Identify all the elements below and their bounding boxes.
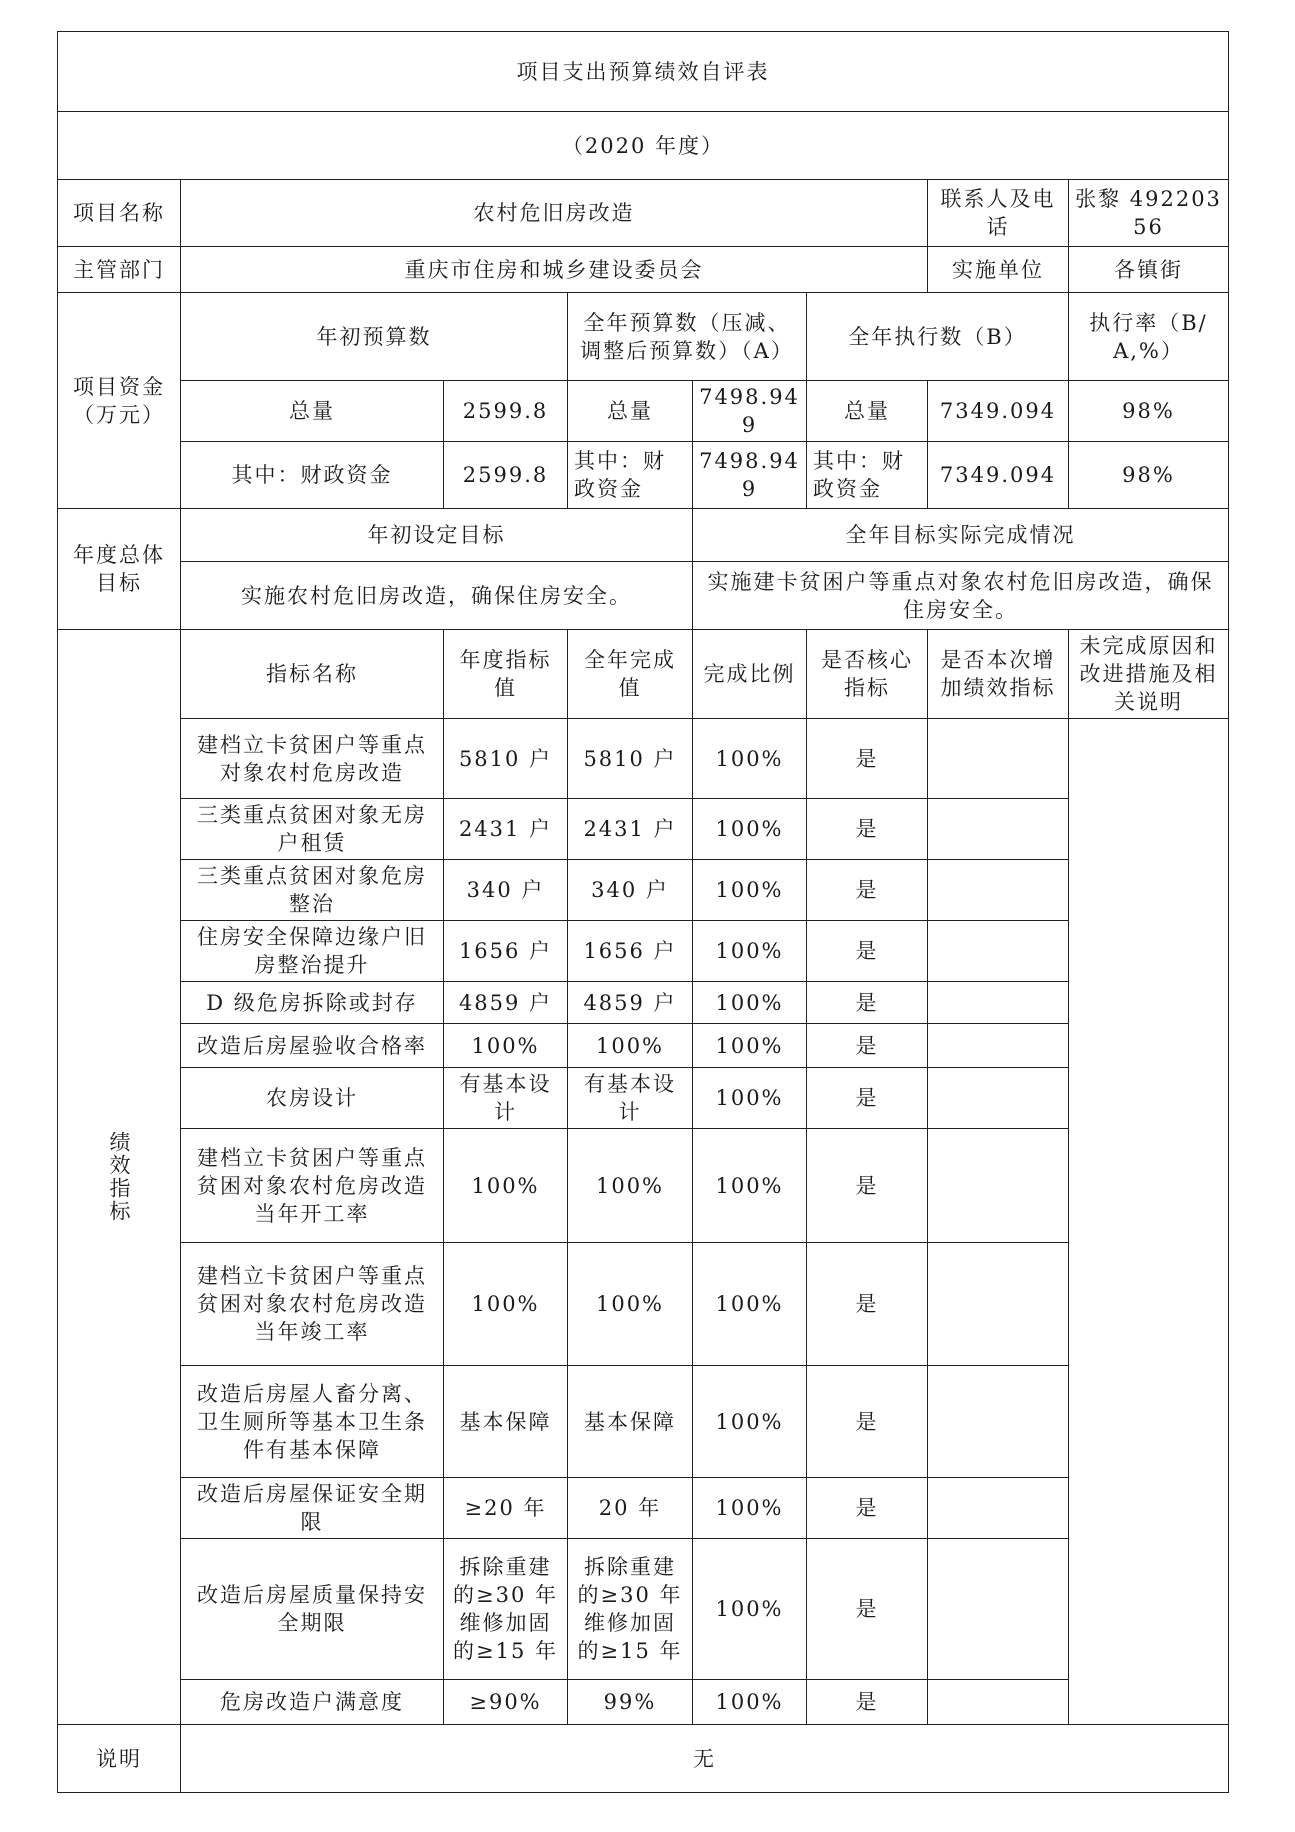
funds-col-annual: 全年预算数（压减、调整后预算数）（A）: [568, 293, 807, 381]
indicator-added: [928, 1068, 1069, 1129]
indicator-core: 是: [807, 982, 928, 1024]
indicators-label-text: 绩效指标: [107, 1131, 131, 1223]
indicator-actual: 有基本设计: [568, 1068, 693, 1129]
total-annual-label: 总量: [568, 381, 693, 442]
indicator-added: [928, 799, 1069, 860]
header-reason: 未完成原因和改进措施及相关说明: [1069, 630, 1229, 719]
goals-set-text: 实施农村危旧房改造，确保住房安全。: [181, 562, 693, 630]
indicator-added: [928, 1680, 1069, 1725]
indicator-core: 是: [807, 1478, 928, 1539]
indicator-added: [928, 1478, 1069, 1539]
indicator-ratio: 100%: [693, 1366, 807, 1478]
fiscal-exec: 7349.094: [928, 442, 1069, 509]
indicator-target: 1656 户: [444, 921, 568, 982]
total-annual: 7498.949: [693, 381, 807, 442]
indicator-name: 改造后房屋验收合格率: [181, 1024, 444, 1068]
total-exec: 7349.094: [928, 381, 1069, 442]
goals-actual-header: 全年目标实际完成情况: [693, 509, 1229, 562]
indicator-target: 有基本设计: [444, 1068, 568, 1129]
indicator-ratio: 100%: [693, 1129, 807, 1243]
fiscal-annual-label: 其中：财政资金: [568, 442, 693, 509]
indicator-added: [928, 1366, 1069, 1478]
fiscal-annual: 7498.949: [693, 442, 807, 509]
indicator-ratio: 100%: [693, 719, 807, 799]
indicator-name: 建档立卡贫困户等重点贫困对象农村危房改造当年开工率: [181, 1129, 444, 1243]
indicator-target: 100%: [444, 1129, 568, 1243]
header-target: 年度指标值: [444, 630, 568, 719]
indicator-actual: 340 户: [568, 860, 693, 921]
dept-value: 重庆市住房和城乡建设委员会: [181, 247, 928, 293]
goals-set-header: 年初设定目标: [181, 509, 693, 562]
fiscal-initial: 2599.8: [444, 442, 568, 509]
unit-label: 实施单位: [928, 247, 1069, 293]
header-actual: 全年完成值: [568, 630, 693, 719]
header-added: 是否本次增加绩效指标: [928, 630, 1069, 719]
indicator-actual: 拆除重建的≥30 年维修加固的≥15 年: [568, 1539, 693, 1680]
indicator-added: [928, 1129, 1069, 1243]
indicator-actual: 99%: [568, 1680, 693, 1725]
indicators-label: [58, 630, 181, 1725]
indicator-added: [928, 982, 1069, 1024]
header-core: 是否核心指标: [807, 630, 928, 719]
fiscal-rate: 98%: [1069, 442, 1229, 509]
indicator-target: 基本保障: [444, 1366, 568, 1478]
goals-actual-text: 实施建卡贫困户等重点对象农村危旧房改造，确保住房安全。: [693, 562, 1229, 630]
project-name: 农村危旧房改造: [181, 180, 928, 247]
indicator-added: [928, 1539, 1069, 1680]
header-name: 指标名称: [181, 630, 444, 719]
page-title: 项目支出预算绩效自评表: [58, 32, 1229, 112]
indicator-actual: 100%: [568, 1024, 693, 1068]
indicator-name: 危房改造户满意度: [181, 1680, 444, 1725]
note-label: 说明: [58, 1725, 181, 1793]
total-initial: 2599.8: [444, 381, 568, 442]
indicator-actual: 5810 户: [568, 719, 693, 799]
dept-label: 主管部门: [58, 247, 181, 293]
contact-label: 联系人及电话: [928, 180, 1069, 247]
indicator-ratio: 100%: [693, 921, 807, 982]
indicator-core: 是: [807, 921, 928, 982]
indicator-name: D 级危房拆除或封存: [181, 982, 444, 1024]
funds-col-initial: 年初预算数: [181, 293, 568, 381]
indicator-target: 340 户: [444, 860, 568, 921]
note-text: 无: [181, 1725, 1229, 1793]
indicator-core: 是: [807, 719, 928, 799]
indicator-name: 住房安全保障边缘户旧房整治提升: [181, 921, 444, 982]
indicator-name: 改造后房屋质量保持安全期限: [181, 1539, 444, 1680]
indicator-ratio: 100%: [693, 799, 807, 860]
goals-label: 年度总体目标: [58, 509, 181, 630]
indicator-core: 是: [807, 1024, 928, 1068]
project-name-label: 项目名称: [58, 180, 181, 247]
indicator-target: 5810 户: [444, 719, 568, 799]
unit-value: 各镇街: [1069, 247, 1229, 293]
indicator-actual: 基本保障: [568, 1366, 693, 1478]
indicator-name: 建档立卡贫困户等重点对象农村危房改造: [181, 719, 444, 799]
indicator-name: 三类重点贫困对象无房户租赁: [181, 799, 444, 860]
indicator-core: 是: [807, 1366, 928, 1478]
indicator-name: 改造后房屋保证安全期限: [181, 1478, 444, 1539]
indicator-target: ≥20 年: [444, 1478, 568, 1539]
indicator-core: 是: [807, 1680, 928, 1725]
indicator-core: 是: [807, 1243, 928, 1366]
funds-col-exec: 全年执行数（B）: [807, 293, 1069, 381]
indicator-added: [928, 1024, 1069, 1068]
indicator-ratio: 100%: [693, 1680, 807, 1725]
total-exec-label: 总量: [807, 381, 928, 442]
indicator-core: 是: [807, 799, 928, 860]
funds-label: 项目资金（万元）: [58, 293, 181, 509]
contact-value: 张黎 49220356: [1069, 180, 1229, 247]
self-evaluation-table: [57, 31, 1229, 1793]
indicator-ratio: 100%: [693, 1539, 807, 1680]
indicator-added: [928, 719, 1069, 799]
indicator-name: 改造后房屋人畜分离、卫生厕所等基本卫生条件有基本保障: [181, 1366, 444, 1478]
indicator-ratio: 100%: [693, 1068, 807, 1129]
indicator-target: 拆除重建的≥30 年维修加固的≥15 年: [444, 1539, 568, 1680]
indicator-ratio: 100%: [693, 982, 807, 1024]
indicator-actual: 100%: [568, 1243, 693, 1366]
header-ratio: 完成比例: [693, 630, 807, 719]
indicator-reason: [1069, 719, 1229, 1725]
total-rate: 98%: [1069, 381, 1229, 442]
indicator-name: 建档立卡贫困户等重点贫困对象农村危房改造当年竣工率: [181, 1243, 444, 1366]
indicator-core: 是: [807, 1129, 928, 1243]
total-label: 总量: [181, 381, 444, 442]
indicator-core: 是: [807, 860, 928, 921]
indicator-actual: 20 年: [568, 1478, 693, 1539]
indicator-added: [928, 860, 1069, 921]
indicator-target: 100%: [444, 1243, 568, 1366]
fiscal-exec-label: 其中：财政资金: [807, 442, 928, 509]
indicator-name: 农房设计: [181, 1068, 444, 1129]
indicator-ratio: 100%: [693, 1478, 807, 1539]
funds-col-rate: 执行率（B/A,%）: [1069, 293, 1229, 381]
indicator-target: ≥90%: [444, 1680, 568, 1725]
indicator-name: 三类重点贫困对象危房整治: [181, 860, 444, 921]
indicator-core: 是: [807, 1068, 928, 1129]
indicator-ratio: 100%: [693, 1243, 807, 1366]
indicator-actual: 100%: [568, 1129, 693, 1243]
indicator-core: 是: [807, 1539, 928, 1680]
indicator-actual: 1656 户: [568, 921, 693, 982]
fiscal-label: 其中：财政资金: [181, 442, 444, 509]
fiscal-year: （2020 年度）: [58, 112, 1229, 180]
indicator-target: 4859 户: [444, 982, 568, 1024]
indicator-ratio: 100%: [693, 1024, 807, 1068]
indicator-actual: 2431 户: [568, 799, 693, 860]
indicator-added: [928, 1243, 1069, 1366]
indicator-added: [928, 921, 1069, 982]
indicator-target: 100%: [444, 1024, 568, 1068]
indicator-ratio: 100%: [693, 860, 807, 921]
indicator-target: 2431 户: [444, 799, 568, 860]
indicator-actual: 4859 户: [568, 982, 693, 1024]
